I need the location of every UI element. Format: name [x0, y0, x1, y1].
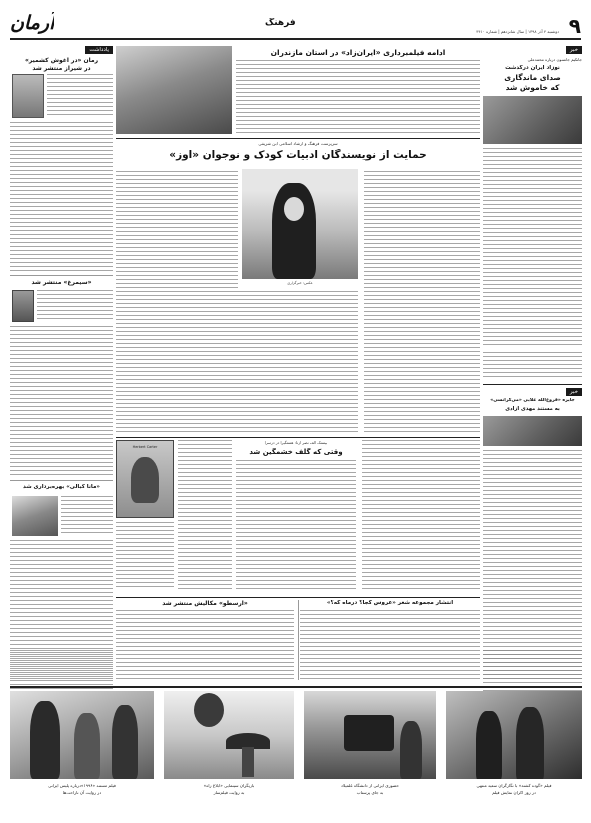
- strip-photo-4: [10, 691, 154, 779]
- lead-body: [483, 148, 582, 348]
- article1-body: [47, 74, 113, 118]
- strip1-figure-b: [516, 707, 544, 779]
- right-col-bottom: [483, 650, 582, 680]
- book-portrait: [131, 457, 159, 503]
- bottom-row: [116, 600, 480, 680]
- top-story-title: ادامه فیلمبرداری «ایران‌زاد» در استان مازندران: [270, 48, 446, 57]
- section-name: فرهنگ: [265, 18, 296, 28]
- main-photo-caption: عکس: خبرگزاری: [287, 281, 313, 285]
- main-body-left: [116, 171, 238, 291]
- mid-body-4: [116, 522, 174, 590]
- story2-body: [116, 610, 294, 680]
- lead-body-cont: [483, 352, 582, 380]
- story1-body: [300, 610, 480, 680]
- article1-book: [12, 74, 44, 118]
- strip-caption-3b: به روایت فیلم‌ساز: [213, 790, 245, 795]
- top-story-photo: [116, 46, 232, 134]
- mid-title: وقتی که گلف خشمگین شد: [249, 448, 343, 456]
- mid-body-1: [178, 440, 232, 590]
- story1-title: انتشار مجموعه شعر «عروس کجا؟ درماه که؟»: [326, 600, 454, 606]
- left-col-bottom: [10, 650, 113, 680]
- strip4-figure-c: [112, 705, 138, 779]
- lead-title-2: صدای ماندگاری: [504, 73, 561, 82]
- strip-caption-1: فیلم «گوده کشته» با نگارگران سعید منتهی: [476, 783, 552, 788]
- right-divider: [483, 384, 582, 385]
- strip-photo-3: [164, 691, 294, 779]
- bottom-divider: [298, 600, 299, 680]
- strip-caption-2: حضوری ایرانی از دانشگاه غلمیلاد: [341, 783, 399, 788]
- strip4-figure-a: [30, 701, 60, 779]
- mid-section: [116, 440, 480, 595]
- main-photo: [242, 169, 358, 279]
- right-column: [483, 44, 582, 644]
- lead-photo: [483, 96, 582, 144]
- masthead: [10, 12, 581, 44]
- left-divider-2: [10, 480, 113, 481]
- mid-body-2: [236, 460, 356, 590]
- top-story-body: [236, 60, 480, 134]
- article2-body: [37, 290, 113, 322]
- article1-title-2: در شیراز منتشر شد: [32, 65, 91, 72]
- news2-title-2: به مستند مهدی آزادی: [505, 406, 560, 412]
- article2-body-2: [10, 326, 113, 476]
- main-kicker: سرپرست فرهنگ و ارشاد اسلامی ابن شریفی: [258, 141, 338, 146]
- strip1-figure-a: [476, 711, 502, 779]
- photo-strip: [10, 691, 582, 815]
- page-logo: آرمان: [10, 12, 55, 34]
- strip-caption-1b: در روز اکران نمایش فیلم: [492, 790, 536, 795]
- tag-note: یادداشت: [85, 46, 113, 54]
- story2-title: «ارسطو» مکالیش منتشر شد: [162, 600, 248, 607]
- mid-kicker: بیستک الف نصر ازنا: هستگیرا در درسرا: [264, 440, 328, 445]
- dateline: دوشنبه ۴ آذر ۱۳۹۸ | سال شانزدهم | شماره ۴۴۱۰: [476, 29, 559, 34]
- book-cover-label: Herbert Carter: [132, 445, 158, 449]
- lead-kicker: جانکیم جانسون درباره محمدعلی: [527, 57, 582, 62]
- lead-title-1: نوزاد ایران درگذشت: [505, 65, 560, 71]
- lead-title-3: که خاموش شد: [505, 83, 560, 92]
- article2-title: «سیمرغ» منتشر شد: [31, 279, 92, 286]
- rule-under-mid: [116, 597, 480, 598]
- main-story: [116, 141, 480, 436]
- article2-book: [12, 290, 34, 322]
- strip4-figure-b: [74, 713, 100, 779]
- top-story: [116, 46, 480, 136]
- strip3-portrait: [194, 693, 224, 727]
- strip-caption-4: فیلم مستند «۱۹۹۶»درباره پلیس ایرانی: [48, 783, 116, 788]
- left-column: [10, 44, 113, 644]
- strip3-figure: [242, 747, 254, 777]
- strip-caption-4b: در روایت آن ناراحت‌ها: [62, 790, 102, 795]
- strip-photo-2: [304, 691, 436, 779]
- strip2-camera: [344, 715, 394, 751]
- left-divider-1: [10, 275, 113, 276]
- strip-photo-1: [446, 691, 582, 779]
- article1-body-2: [10, 122, 113, 272]
- portrait-face: [284, 197, 304, 221]
- masthead-rule: [10, 38, 581, 40]
- mid-body-3: [362, 440, 480, 590]
- news2-photo: [483, 416, 582, 446]
- article3-photo: [12, 496, 58, 536]
- tag-news-2: خبر: [566, 388, 582, 396]
- strip-caption-2b: به جای پرستاب: [356, 790, 384, 795]
- rule-under-main: [116, 437, 480, 438]
- article1-title-1: رمان «در آغوش کشمیر»: [24, 57, 99, 64]
- article3-title: «مانا کبالی» بهره‌برداری شد: [23, 484, 100, 490]
- main-body-lower: [116, 291, 358, 433]
- main-body-right: [364, 171, 480, 433]
- tag-news: خبر: [566, 46, 582, 54]
- rule-under-top: [116, 138, 480, 139]
- strip2-figure: [400, 721, 422, 779]
- news2-title-1: جایزه «فروغ‌الله علایی «می‌کرانسی»: [490, 398, 575, 403]
- mid-book-cover: [116, 440, 174, 518]
- article3-body: [61, 496, 113, 536]
- main-title: حمایت از نویسندگان ادبیات کودک و نوجوان «اوز»: [169, 149, 427, 161]
- strip-caption-3: بازیگران سینمایی «ابلاغ راه»: [203, 783, 255, 788]
- rule-above-strip: [10, 686, 582, 688]
- page-number: ۹: [568, 14, 581, 38]
